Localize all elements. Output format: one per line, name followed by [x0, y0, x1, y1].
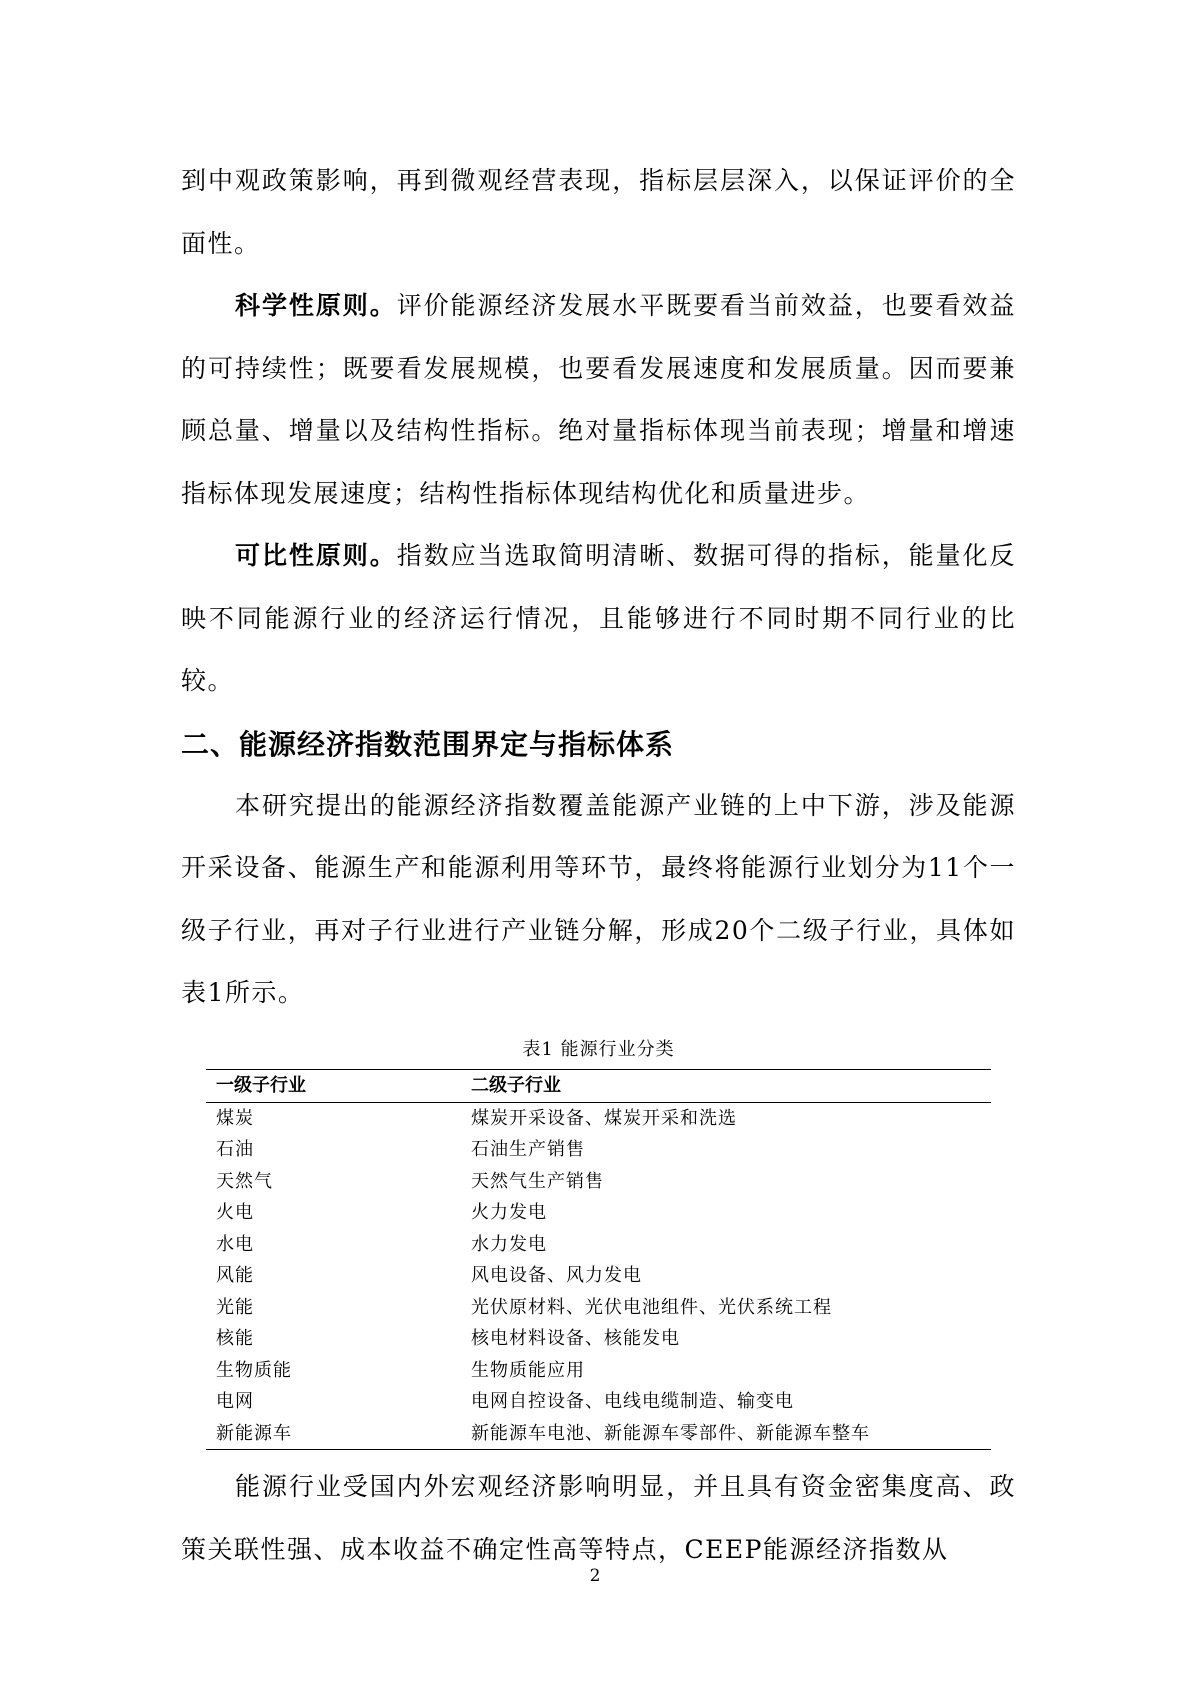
- primary-industry-cell: 光能: [216, 1296, 254, 1318]
- table-row: [206, 1260, 991, 1292]
- primary-industry-cell: 天然气: [216, 1170, 273, 1192]
- table-row: [206, 1386, 991, 1418]
- table-row: [206, 1323, 991, 1355]
- closing-paragraph: 能源行业受国内外宏观经济影响明显，并且具有资金密集度高、政策关联性强、成本收益不确定性高等特点，CEEP能源经济指数从: [181, 1472, 1016, 1564]
- paragraph-comparability: [181, 525, 1016, 713]
- table-caption: 表1 能源行业分类: [522, 1038, 675, 1060]
- secondary-industry-cell: 煤炭开采设备、煤炭开采和洗选: [471, 1107, 737, 1129]
- paragraph-comprehensive: 到中观政策影响，再到微观经营表现，指标层层深入，以保证评价的全面性。: [181, 166, 1016, 258]
- table-header-secondary: 二级子行业: [461, 1069, 991, 1102]
- table-row: [206, 1197, 991, 1229]
- primary-industry-cell: 煤炭: [216, 1107, 254, 1129]
- table-row: [206, 1418, 991, 1450]
- primary-industry-cell: 生物质能: [216, 1359, 292, 1381]
- secondary-industry-cell: 风电设备、风力发电: [471, 1265, 642, 1286]
- table-row: [206, 1355, 991, 1387]
- page-number: 2: [589, 1566, 601, 1586]
- paragraph-scientific: [181, 275, 1016, 525]
- comparability-principle-body: 指数应当选取简明清晰、数据可得的指标，能量化反映不同能源行业的经济运行情况，且能够进行不同时期不同行业的比较。: [181, 541, 1016, 695]
- secondary-industry-cell: 核电材料设备、核能发电: [471, 1328, 680, 1349]
- section-heading: 二、能源经济指数范围界定与指标体系: [181, 727, 675, 761]
- table-header-row: [206, 1069, 991, 1102]
- page-content: [181, 150, 1016, 1581]
- primary-industry-cell: 石油: [216, 1139, 254, 1160]
- secondary-industry-cell: 生物质能应用: [471, 1359, 585, 1381]
- primary-industry-cell: 火电: [216, 1202, 254, 1223]
- secondary-industry-cell: 石油生产销售: [471, 1139, 585, 1160]
- primary-industry-cell: 风能: [216, 1265, 254, 1286]
- secondary-industry-cell: 新能源车电池、新能源车零部件、新能源车整车: [461, 1418, 991, 1450]
- intro-paragraph: 本研究提出的能源经济指数覆盖能源产业链的上中下游，涉及能源开采设备、能源生产和能源利用等环节，最终将能源行业划分为11个一级子行业，再对子行业进行产业链分解，形成20个二级子行业，具体如表1所示。: [181, 790, 1016, 1007]
- secondary-industry-cell: 火力发电: [471, 1202, 547, 1223]
- secondary-industry-cell: 电网自控设备、电线电缆制造、输变电: [471, 1391, 794, 1412]
- secondary-industry-cell: 水力发电: [471, 1233, 547, 1255]
- table-header-primary: 一级子行业: [206, 1069, 461, 1102]
- table-row: [206, 1229, 991, 1261]
- primary-industry-cell: 新能源车: [206, 1418, 461, 1450]
- primary-industry-cell: 核能: [216, 1328, 254, 1349]
- table-row: [206, 1292, 991, 1324]
- table-row: [206, 1134, 991, 1166]
- primary-industry-cell: 水电: [216, 1233, 254, 1255]
- comparability-principle-lead: 可比性原则。: [235, 541, 397, 570]
- secondary-industry-cell: 天然气生产销售: [471, 1170, 604, 1192]
- scientific-principle-lead: 科学性原则。: [235, 291, 397, 320]
- table-row: [206, 1102, 991, 1134]
- energy-industry-table: [206, 1069, 991, 1451]
- table-row: [206, 1166, 991, 1198]
- primary-industry-cell: 电网: [216, 1391, 254, 1412]
- secondary-industry-cell: 光伏原材料、光伏电池组件、光伏系统工程: [471, 1296, 832, 1318]
- scientific-principle-body: 评价能源经济发展水平既要看当前效益，也要看效益的可持续性；既要看发展规模，也要看发展速度和发展质量。因而要兼顾总量、增量以及结构性指标。绝对量指标体现当前表现；增量和增速指标体现发展速度；结构性指标体现结构优化和质量进步。: [181, 291, 1016, 508]
